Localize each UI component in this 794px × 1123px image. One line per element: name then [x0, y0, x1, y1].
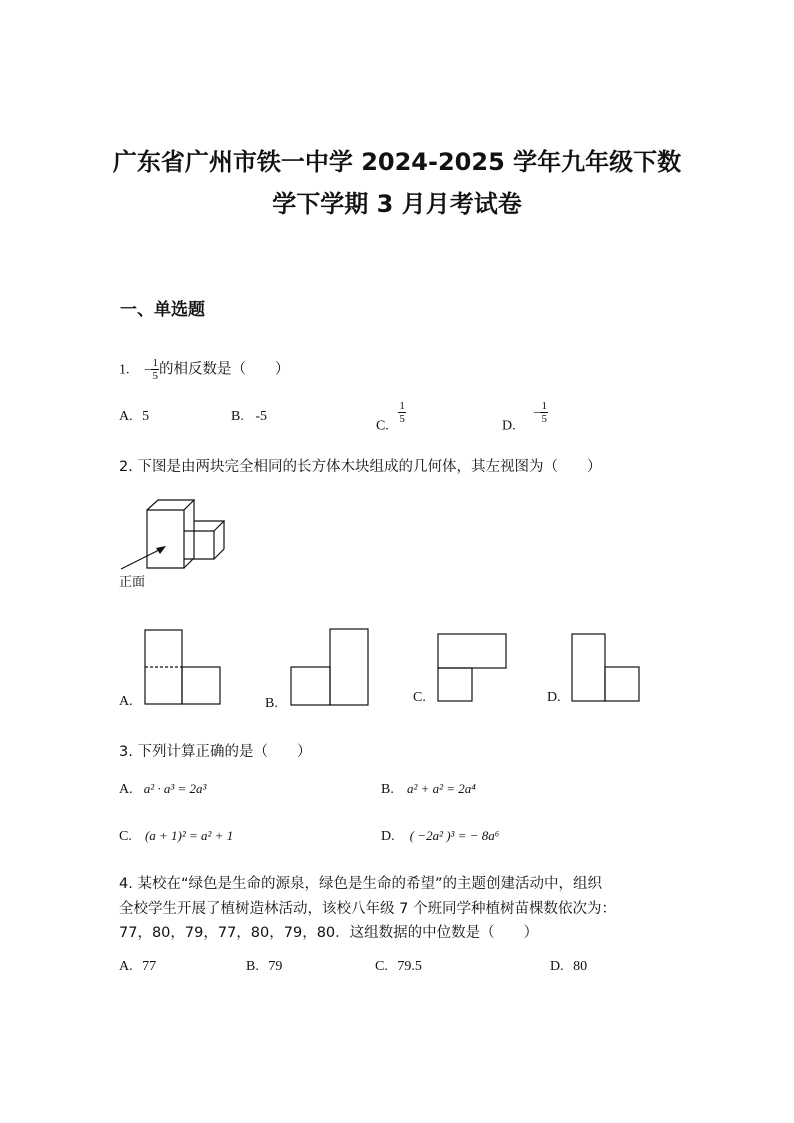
- q4-option-b[interactable]: [246, 959, 282, 975]
- q1-option-a-text: 5: [142, 409, 150, 424]
- q2-view-a: [145, 630, 220, 704]
- question-4-line-2: 全校学生开展了植树造林活动，该校八年级 7 个班同学种植树苗棵数依次为：: [119, 901, 616, 917]
- q4-option-b-letter: B.: [246, 959, 259, 974]
- q4-option-d[interactable]: [550, 959, 587, 975]
- q2-view-b: [291, 629, 368, 705]
- q2-option-b[interactable]: B.: [265, 696, 278, 711]
- q2-option-c[interactable]: C.: [413, 690, 426, 705]
- q4-option-c-letter: C.: [375, 959, 388, 974]
- q2-view-c: [438, 634, 506, 701]
- q3-option-c-letter: C.: [119, 829, 132, 844]
- q3-option-a-letter: A.: [119, 782, 133, 797]
- q1-number: 1.: [119, 362, 130, 378]
- page-title-line-1: 广东省广州市铁一中学 2024-2025 学年九年级下数: [112, 148, 682, 176]
- q4-option-a-text: 77: [142, 959, 157, 974]
- q1-option-a-letter: A.: [119, 409, 133, 424]
- q1-option-d-letter: D.: [502, 418, 516, 434]
- q1-stem: 的相反数是（ ）: [158, 361, 290, 378]
- page-title-line-2: 学下学期 3 月月考试卷: [272, 190, 522, 218]
- q1-option-d-minus: −: [533, 404, 541, 420]
- q4-option-a-letter: A.: [119, 959, 133, 974]
- q1-option-d-num: 1: [541, 400, 547, 412]
- q3-option-d-expr: ( −2a² )³ = − 8a⁶: [409, 828, 500, 843]
- q2-option-a[interactable]: A.: [119, 694, 133, 709]
- q1-frac-den: 5: [152, 370, 158, 382]
- q2-view-d: [572, 634, 639, 701]
- q1-option-b-text: -5: [255, 409, 268, 424]
- q3-option-c-expr: (a + 1)² = a² + 1: [144, 828, 234, 843]
- q1-option-c-den: 5: [399, 413, 405, 425]
- q3-option-b-expr: a² + a² = 2a⁴: [406, 781, 476, 796]
- q3-option-a[interactable]: [119, 778, 206, 798]
- question-4-line-1: 4. 某校在“绿色是生命的源泉，绿色是生命的希望”的主题创建活动中，组织: [119, 876, 602, 892]
- q3-option-a-expr: a² · a³ = 2a³: [143, 781, 207, 796]
- q1-option-d-den: 5: [541, 413, 547, 425]
- q4-option-c[interactable]: [375, 959, 422, 975]
- question-3: 3. 下列计算正确的是（ ）: [119, 744, 312, 760]
- q4-option-b-text: 79: [268, 959, 283, 974]
- question-4-line-3: 77，80，79，77，80，79，80．这组数据的中位数是（ ）: [119, 925, 539, 941]
- q1-frac-num: 1: [152, 357, 158, 369]
- q1-option-c-num: 1: [399, 400, 405, 412]
- q3-option-d-letter: D.: [381, 829, 395, 844]
- q4-option-d-letter: D.: [550, 959, 564, 974]
- q4-option-d-text: 80: [573, 959, 588, 974]
- q1-option-c-letter: C.: [376, 418, 389, 434]
- q1-option-b-letter: B.: [231, 409, 244, 424]
- q3-option-b-letter: B.: [381, 782, 394, 797]
- q3-option-b[interactable]: [381, 778, 476, 798]
- q4-option-c-text: 79.5: [397, 959, 422, 974]
- q2-front-label: 正面: [119, 575, 146, 590]
- q2-option-d[interactable]: D.: [547, 690, 561, 705]
- question-2: 2. 下图是由两块完全相同的长方体木块组成的几何体，其左视图为（ ）: [119, 459, 602, 475]
- section-heading: 一、单选题: [120, 300, 205, 320]
- q3-option-c[interactable]: [119, 825, 233, 845]
- q4-option-a[interactable]: [119, 959, 156, 975]
- q3-option-d[interactable]: [381, 825, 499, 845]
- q1-minus: −: [144, 361, 152, 377]
